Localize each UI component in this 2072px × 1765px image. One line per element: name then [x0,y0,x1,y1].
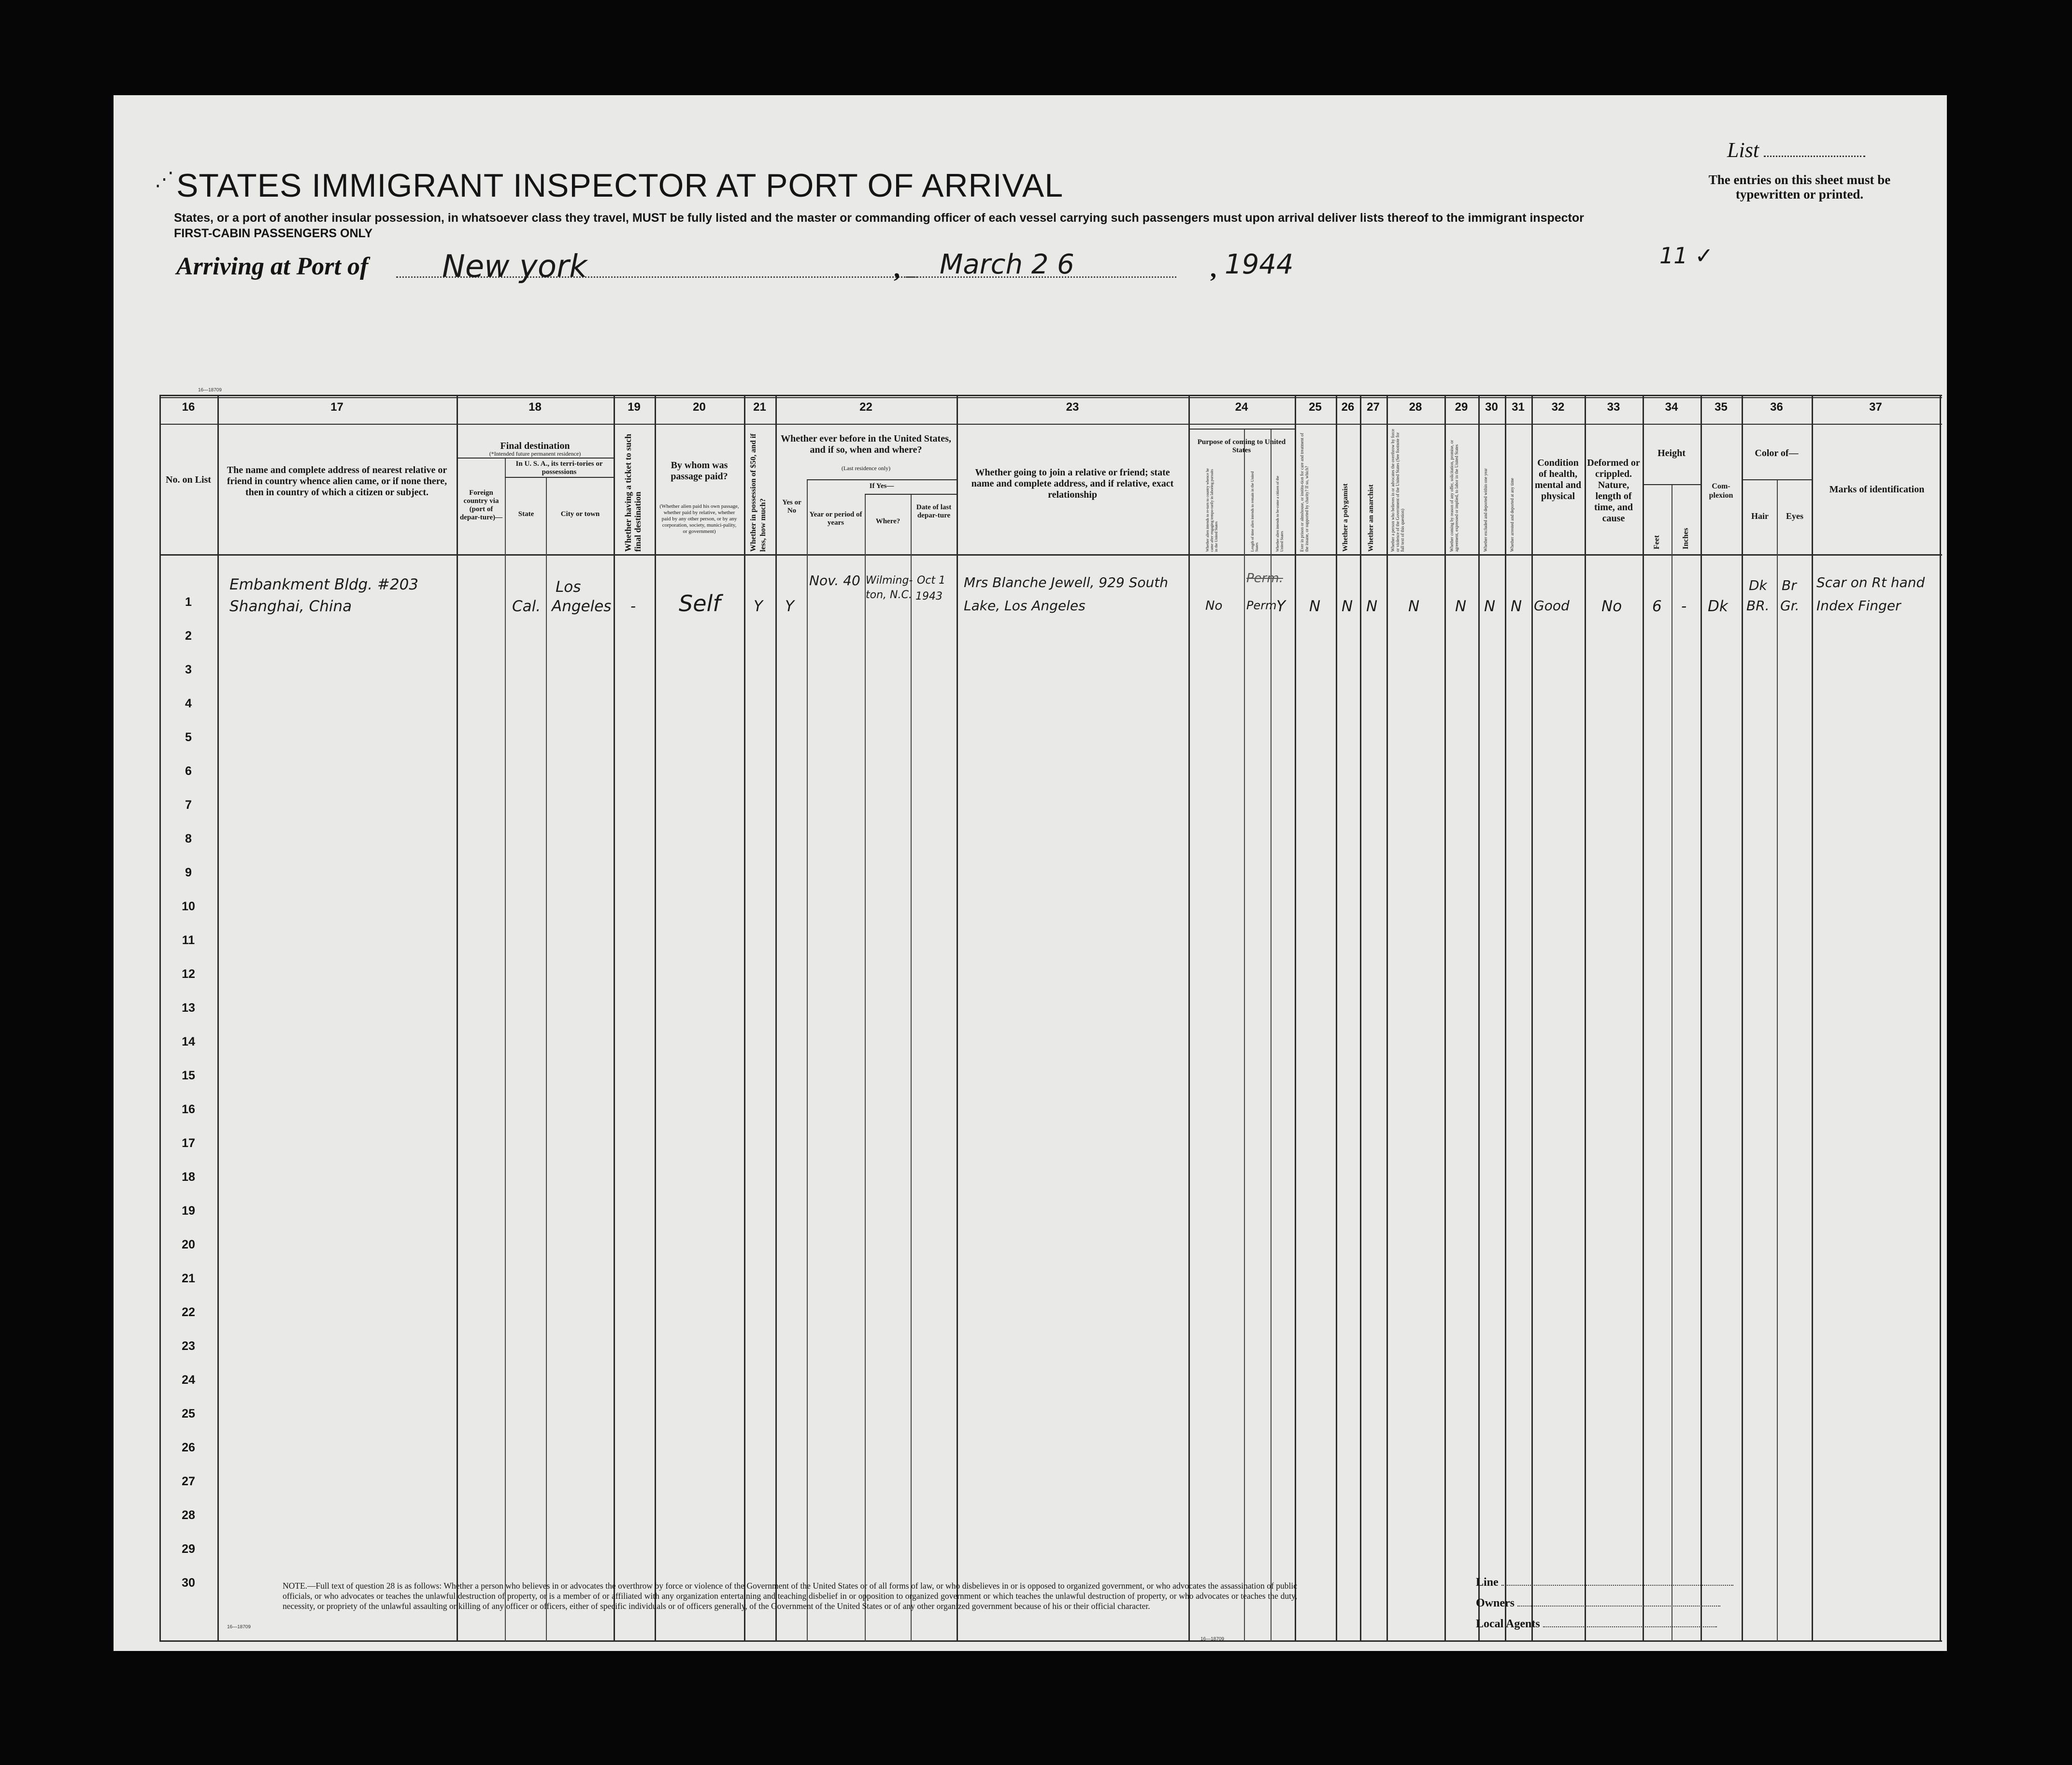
entry-fifty-dollars: Y [754,598,763,615]
form-number-top: 16—18709 [198,387,222,393]
column-number: 32 [1551,401,1565,414]
form-number-bottom: 16—18709 [227,1624,251,1630]
row-number: 8 [185,832,192,846]
header-passage-paid: By whom was passage paid? [671,460,728,482]
header-ever-before: Whether ever before in the United States, and if so, when and where? [781,433,951,455]
entry-polygamist: N [1342,598,1353,615]
header-purpose-length: Length of time alien intends to remain in the United States [1250,471,1259,552]
header-where: Where? [875,517,900,525]
typewritten-instructions: The entries on this sheet must be typewritten or printed. [1708,172,1891,201]
entry-anarchist: N [1366,598,1378,615]
col-rule [1295,395,1296,1641]
margin-marks: ⋰ [155,168,174,190]
entry-join-line1: Mrs Blanche Jewell, 929 South [964,574,1169,590]
column-number: 31 [1512,401,1525,414]
header-prison: Ever in prison or almshouse, or institu-tion for care and treatment of the insane, or supported by charity? If so, which? [1300,433,1309,552]
column-number: 21 [753,401,766,414]
entry-where-line2: ton, N.C. [866,589,912,601]
manifest-table [159,395,1942,1641]
header-labor-offer: Whether coming by reason of any offer, solicitation, promise, or agreement, expressed or implied, to labor in the United States [1449,440,1459,552]
col-rule [807,479,808,1641]
port-value: New york [442,249,587,285]
sub-rule [457,458,614,459]
column-number: 17 [330,401,343,414]
header-list-number: No. on List [166,474,211,485]
row-number: 7 [185,798,192,812]
page-title: STATES IMMIGRANT INSPECTOR AT PORT OF ARRIVAL [176,167,1064,204]
column-number: 19 [628,401,641,414]
row-number: 10 [182,900,195,913]
entry-purpose-return: No [1205,599,1223,613]
header-eyes: Eyes [1786,511,1803,521]
sub-rule [1188,429,1295,430]
header-fifty-dollars: Whether in possession of $50, and if less, how much? [749,433,767,552]
header-overthrow: Whether a person who believes in or advocates the overthrow by force or violence of the Government of the United States (See footnote for full text of this question) [1390,429,1405,552]
header-state: State [518,510,534,518]
col-rule [1336,395,1337,1641]
col-rule [1700,395,1702,1641]
entry-departure-line2: 1943 [915,590,943,603]
entry-ever-before: Y [785,598,794,615]
column-number: 22 [859,401,872,414]
header-period: Year or period of years [809,511,862,527]
row-number: 17 [182,1136,195,1150]
row-number: 2 [185,629,192,643]
arriving-label: Arriving at Port of [176,253,369,280]
footnote-question-28: NOTE.—Full text of question 28 is as follows: Whether a person who believes in or advocates the overthrow by force or violence of the Government of the United States or of all forms of law, or who disbelieves in or is opposed to organized government, or who advocates the assassination of public officials, or who advocates or teaches the unlawful destruction of property, or is a member of or affiliated with any organization entertaining and teaching disbelief in or opposition to organized government or which teaches the unlawful destruction of property, or who advocates or teaches the duty, necessity, or propriety of the unlawful assaulting or killing of any officer or officers, either of specific individuals or of officers generally, of the Government of the United States or of any other organized government because of his or their official character. [283,1581,1297,1611]
row-number: 5 [185,731,192,744]
entry-address-line2: Shanghai, China [229,598,352,615]
column-number: 25 [1309,401,1322,414]
col-rule [505,458,506,1641]
row-number: 16 [182,1103,195,1116]
column-number: 24 [1235,401,1248,414]
form-number-footer: 16—18709 [1200,1636,1224,1642]
col-rule [1505,395,1506,1641]
column-number: 33 [1607,401,1620,414]
col-rule [775,395,777,1641]
entry-purpose-citizen: Y [1276,598,1286,615]
col-rule [1386,395,1388,1641]
table-rule [159,554,1942,556]
entry-marks-line1: Scar on Rt hand [1816,574,1925,590]
header-anarchist: Whether an anarchist [1367,484,1375,552]
header-color-of: Color of— [1755,448,1799,459]
column-number: 29 [1455,401,1468,414]
column-number: 37 [1869,401,1882,414]
entry-marks-line2: Index Finger [1816,598,1901,614]
row-number: 6 [185,764,192,778]
table-rule [159,395,1942,396]
row-number: 22 [182,1306,195,1319]
header-relative-address: The name and complete address of nearest relative or friend in country whence alien came, or if none there, then in country of which a citizen or subject. [227,465,447,498]
owners-field: Owners [1476,1597,1720,1610]
header-yes-no: Yes or No [782,499,801,515]
col-rule [1940,395,1941,1641]
local-agents-field: Local Agents [1476,1618,1717,1631]
entry-eyes-line2: Gr. [1780,598,1800,614]
col-rule [217,395,219,1641]
header-feet: Feet [1653,535,1661,549]
comma-separator: , [1210,255,1216,283]
header-excluded: Whether excluded and deported within one year [1483,468,1488,552]
header-city: City or town [560,510,600,518]
col-rule [744,395,745,1641]
col-rule [1742,395,1743,1641]
row-number: 30 [182,1576,195,1590]
row-number: 14 [182,1035,195,1048]
sub-rule [865,494,957,495]
entry-health: Good [1534,598,1570,614]
header-deported: Whether arrested and deported at any time [1510,478,1515,552]
row-number: 20 [182,1238,195,1251]
col-rule [865,494,866,1641]
entry-city-line1: Los [556,578,581,596]
sub-rule [807,479,957,480]
entry-feet: 6 [1652,598,1662,615]
col-rule [457,395,458,1641]
column-number: 18 [529,401,542,414]
row-number: 15 [182,1069,195,1082]
col-rule [1360,395,1361,1641]
row-number: 19 [182,1204,195,1218]
entry-prison: N [1309,598,1321,615]
header-purpose-return: Whether alien intends to re-turn to country whence he came after engaging tempo-rarily in laboring pursuits in the United States [1205,468,1218,552]
column-number: 23 [1066,401,1079,414]
sub-rule [505,477,614,478]
table-rule [159,397,1942,398]
header-polygamist: Whether a polygamist [1342,483,1349,552]
row-number: 3 [185,663,192,676]
table-rule [159,424,1942,425]
entry-complexion: Dk [1708,598,1728,615]
column-number: 30 [1485,401,1498,414]
header-foreign-country: Foreign country via (port of depar-ture)— [459,489,503,521]
row-number: 9 [185,866,192,879]
header-purpose-citizen: Whether alien intends to be-come a citizen of the United States [1275,475,1284,552]
entry-excluded: N [1484,598,1496,615]
manifest-sheet [114,95,1947,1651]
col-rule [1585,395,1586,1641]
header-if-yes: If Yes— [869,482,894,490]
year-value: 1944 [1225,249,1294,280]
header-last-departure: Date of last depar-ture [916,503,952,519]
header-final-destination: Final destination [500,441,570,451]
list-field: List [1727,138,1865,162]
col-rule [1643,395,1644,1641]
column-number: 26 [1341,401,1355,414]
header-ticket: Whether having a ticket to such final destination [623,433,643,552]
entry-address-line1: Embankment Bldg. #203 [229,576,419,593]
entry-city-line2: Angeles [552,598,612,615]
row-number: 21 [182,1272,195,1285]
column-number: 35 [1715,401,1728,414]
header-height: Height [1658,448,1686,459]
row-number: 11 [182,933,195,947]
header-purpose: Purpose of coming to United States [1197,438,1286,454]
col-rule [614,395,615,1641]
page-subtitle: States, or a port of another insular possession, in whatsoever class they travel, MUST be fully listed and the master or commanding officer of each vessel carrying such passengers must upon arrival deliver lists thereof to the immigrant inspector [174,211,1584,225]
entry-eyes-line1: Br [1782,577,1797,593]
col-rule [655,395,656,1641]
col-rule [911,494,912,1641]
sub-rule [1742,479,1812,480]
col-rule [1812,395,1813,1641]
table-rule [159,1640,1942,1642]
entry-hair-line2: BR. [1746,598,1770,614]
header-usa: In U. S. A., its terri-tories or possessions [515,460,603,476]
header-last-residence-note: (Last residence only) [841,465,891,472]
entry-ticket: - [630,598,636,615]
column-number: 36 [1770,401,1783,414]
header-deformed: Deformed or crippled. Nature, length of time, and cause [1587,458,1640,524]
entry-inches: - [1681,598,1687,615]
entry-deformed: No [1601,598,1622,615]
row-number: 25 [182,1407,195,1421]
row-number: 18 [182,1170,195,1184]
sheet-reference: 11 ✓ [1659,243,1714,269]
row-number: 24 [182,1373,195,1387]
date-value: March 2 6 [940,249,1074,280]
row-number: 12 [182,967,195,981]
entry-passage-paid: Self [679,590,721,617]
entry-join-line2: Lake, Los Angeles [964,598,1086,614]
row-number: 1 [185,595,192,609]
passenger-class: FIRST-CABIN PASSENGERS ONLY [174,227,373,240]
entry-hair-line1: Dk [1749,577,1767,593]
header-inches: Inches [1682,528,1690,549]
header-health: Condition of health, mental and physical [1534,458,1582,502]
row-number: 27 [182,1475,195,1488]
col-rule [1478,395,1480,1641]
comma-separator: , [894,255,900,283]
col-rule [957,395,958,1641]
row-number: 13 [182,1001,195,1015]
col-rule [1777,479,1778,1641]
line-field: Line [1476,1576,1733,1589]
entry-period: Nov. 40 [809,573,860,588]
col-rule [1244,429,1245,1641]
row-number: 4 [185,697,192,710]
entry-overthrow: N [1408,598,1420,615]
row-number: 28 [182,1508,195,1522]
sub-rule [1643,484,1700,485]
entry-labor-offer: N [1455,598,1467,615]
entry-state: Cal. [512,598,541,615]
col-rule [1444,395,1446,1641]
header-join-relative: Whether going to join a relative or friend; state name and complete address, and if relative, exact relationship [971,467,1174,500]
column-number: 16 [182,401,195,414]
header-hair: Hair [1751,511,1769,521]
entry-departure-line1: Oct 1 [917,574,946,587]
entry-purpose-time-struck: Perm. [1246,571,1283,586]
header-passage-note: (Whether alien paid his own passage, whether paid by relative, whether paid by any other person, or by any corporation, society, munici-pality, or government) [659,503,739,534]
col-rule [546,477,547,1641]
entry-where-line1: Wilming- [866,574,913,587]
column-number: 27 [1367,401,1380,414]
header-marks: Marks of identification [1829,484,1925,495]
row-number: 23 [182,1339,195,1353]
header-destination-note: (*Intended future permanent residence) [489,450,581,457]
row-number: 26 [182,1441,195,1454]
column-number: 34 [1665,401,1678,414]
entry-purpose-time: Perm [1246,599,1277,612]
col-rule [1188,395,1190,1641]
entry-deported: N [1511,598,1522,615]
column-number: 20 [693,401,706,414]
column-number: 28 [1409,401,1422,414]
col-rule [1531,395,1533,1641]
header-complexion: Com-plexion [1709,482,1733,500]
row-number: 29 [182,1542,195,1556]
